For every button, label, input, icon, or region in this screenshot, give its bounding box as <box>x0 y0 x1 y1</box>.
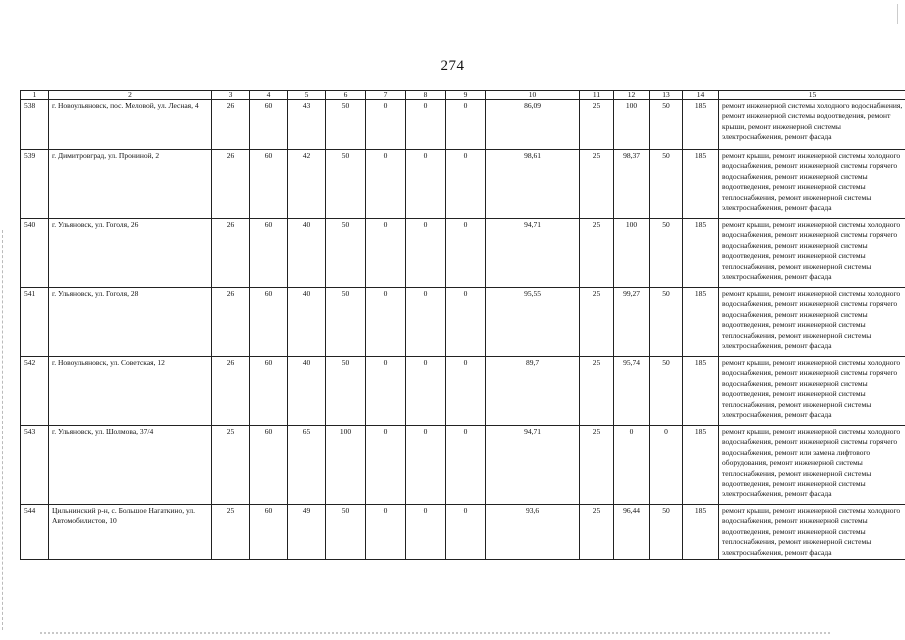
column-header: 15 <box>719 91 905 100</box>
table-row <box>21 219 905 288</box>
value-cell: 185 <box>683 100 719 150</box>
value-cell: 50 <box>650 505 683 560</box>
value-cell: 43 <box>288 100 326 150</box>
value-cell: 185 <box>683 288 719 357</box>
value-cell: 50 <box>326 357 366 426</box>
column-header: 5 <box>288 91 326 100</box>
value-cell: 40 <box>288 288 326 357</box>
value-cell: 0 <box>366 288 406 357</box>
value-cell: 25 <box>580 357 614 426</box>
works-cell: ремонт крыши, ремонт инженерной системы холодного водоснабжения, ремонт инженерной системы горячего водоснабжения, ремонт инженерной системы водоотведения, ремонт инженерной системы теплоснабжения, ремонт инженерной системы электроснабжения, ремонт фасада <box>719 357 905 426</box>
value-cell: 26 <box>212 219 250 288</box>
table-row <box>21 100 905 150</box>
value-cell: 40 <box>288 219 326 288</box>
value-cell: 0 <box>446 357 486 426</box>
column-header: 1 <box>21 91 49 100</box>
row-number: 539 <box>21 150 49 219</box>
value-cell: 60 <box>250 100 288 150</box>
value-cell: 0 <box>366 100 406 150</box>
value-cell: 0 <box>406 150 446 219</box>
value-cell: 98,37 <box>614 150 650 219</box>
value-cell: 100 <box>614 219 650 288</box>
column-header: 11 <box>580 91 614 100</box>
address-cell: г. Ульяновск, ул. Гоголя, 26 <box>49 219 212 288</box>
row-number: 540 <box>21 219 49 288</box>
value-cell: 94,71 <box>486 219 580 288</box>
value-cell: 89,7 <box>486 357 580 426</box>
works-cell: ремонт инженерной системы холодного водоснабжения, ремонт инженерной системы водоотведения, ремонт крыши, ремонт инженерной системы электроснабжения, ремонт фасада <box>719 100 905 150</box>
value-cell: 49 <box>288 505 326 560</box>
column-header: 13 <box>650 91 683 100</box>
scan-bottom-artifact <box>40 632 830 635</box>
value-cell: 25 <box>580 100 614 150</box>
address-cell: г. Новоульяновск, пос. Меловой, ул. Лесная, 4 <box>49 100 212 150</box>
value-cell: 0 <box>366 357 406 426</box>
value-cell: 0 <box>406 357 446 426</box>
value-cell: 0 <box>366 426 406 505</box>
value-cell: 100 <box>614 100 650 150</box>
value-cell: 0 <box>406 219 446 288</box>
column-header: 8 <box>406 91 446 100</box>
value-cell: 42 <box>288 150 326 219</box>
address-cell: г. Димитровград, ул. Прониной, 2 <box>49 150 212 219</box>
value-cell: 26 <box>212 100 250 150</box>
address-cell: Цильнинский р-н, с. Большое Нагаткино, ул. Автомобилистов, 10 <box>49 505 212 560</box>
table-row <box>21 357 905 426</box>
row-number: 541 <box>21 288 49 357</box>
value-cell: 25 <box>212 505 250 560</box>
value-cell: 60 <box>250 288 288 357</box>
value-cell: 0 <box>650 426 683 505</box>
value-cell: 96,44 <box>614 505 650 560</box>
column-header: 3 <box>212 91 250 100</box>
column-header: 7 <box>366 91 406 100</box>
value-cell: 26 <box>212 288 250 357</box>
value-cell: 50 <box>326 100 366 150</box>
value-cell: 50 <box>326 150 366 219</box>
value-cell: 50 <box>650 150 683 219</box>
table-row <box>21 426 905 505</box>
row-number: 542 <box>21 357 49 426</box>
value-cell: 50 <box>650 100 683 150</box>
value-cell: 25 <box>580 150 614 219</box>
value-cell: 0 <box>406 100 446 150</box>
value-cell: 0 <box>446 219 486 288</box>
address-cell: г. Ульяновск, ул. Шолмова, 37/4 <box>49 426 212 505</box>
value-cell: 25 <box>580 219 614 288</box>
address-cell: г. Ульяновск, ул. Гоголя, 28 <box>49 288 212 357</box>
value-cell: 0 <box>446 505 486 560</box>
value-cell: 0 <box>446 426 486 505</box>
value-cell: 25 <box>212 426 250 505</box>
value-cell: 25 <box>580 426 614 505</box>
value-cell: 25 <box>580 505 614 560</box>
value-cell: 0 <box>446 150 486 219</box>
header-row <box>21 91 905 100</box>
value-cell: 0 <box>406 288 446 357</box>
value-cell: 98,61 <box>486 150 580 219</box>
value-cell: 0 <box>406 426 446 505</box>
column-header: 10 <box>486 91 580 100</box>
row-number: 538 <box>21 100 49 150</box>
column-header: 14 <box>683 91 719 100</box>
value-cell: 0 <box>446 100 486 150</box>
value-cell: 26 <box>212 150 250 219</box>
column-header: 4 <box>250 91 288 100</box>
value-cell: 99,27 <box>614 288 650 357</box>
works-cell: ремонт крыши, ремонт инженерной системы холодного водоснабжения, ремонт инженерной системы водоотведения, ремонт инженерной системы теплоснабжения, ремонт инженерной системы электроснабжения, ремонт фасада <box>719 505 905 560</box>
column-header: 12 <box>614 91 650 100</box>
page-number: 274 <box>440 58 465 74</box>
value-cell: 0 <box>366 219 406 288</box>
column-header: 2 <box>49 91 212 100</box>
scan-margin-artifact <box>2 230 4 630</box>
value-cell: 50 <box>650 219 683 288</box>
value-cell: 50 <box>326 219 366 288</box>
value-cell: 185 <box>683 505 719 560</box>
value-cell: 94,71 <box>486 426 580 505</box>
value-cell: 40 <box>288 357 326 426</box>
value-cell: 0 <box>446 288 486 357</box>
repair-registry-table <box>20 90 905 560</box>
table-row <box>21 150 905 219</box>
value-cell: 95,55 <box>486 288 580 357</box>
value-cell: 86,09 <box>486 100 580 150</box>
value-cell: 50 <box>326 288 366 357</box>
value-cell: 0 <box>366 150 406 219</box>
value-cell: 60 <box>250 505 288 560</box>
value-cell: 0 <box>366 505 406 560</box>
works-cell: ремонт крыши, ремонт инженерной системы холодного водоснабжения, ремонт инженерной системы горячего водоснабжения, ремонт инженерной системы водоотведения, ремонт инженерной системы теплоснабжения, ремонт инженерной системы электроснабжения, ремонт фасада <box>719 288 905 357</box>
value-cell: 60 <box>250 426 288 505</box>
value-cell: 60 <box>250 219 288 288</box>
value-cell: 25 <box>580 288 614 357</box>
value-cell: 60 <box>250 150 288 219</box>
value-cell: 0 <box>406 505 446 560</box>
value-cell: 185 <box>683 219 719 288</box>
scan-corner-artifact <box>897 4 899 24</box>
works-cell: ремонт крыши, ремонт инженерной системы холодного водоснабжения, ремонт инженерной системы горячего водоснабжения, ремонт или замена лифтового оборудования, ремонт инженерной системы теплоснабжения, ремонт инженерной системы водоотведения, ремонт инженерной системы электроснабжения, ремонт фасада <box>719 426 905 505</box>
value-cell: 50 <box>650 288 683 357</box>
value-cell: 26 <box>212 357 250 426</box>
value-cell: 50 <box>326 505 366 560</box>
table-row <box>21 505 905 560</box>
row-number: 543 <box>21 426 49 505</box>
value-cell: 0 <box>614 426 650 505</box>
value-cell: 65 <box>288 426 326 505</box>
value-cell: 93,6 <box>486 505 580 560</box>
value-cell: 100 <box>326 426 366 505</box>
column-header: 9 <box>446 91 486 100</box>
works-cell: ремонт крыши, ремонт инженерной системы холодного водоснабжения, ремонт инженерной системы горячего водоснабжения, ремонт инженерной системы водоотведения, ремонт инженерной системы теплоснабжения, ремонт инженерной системы электроснабжения, ремонт фасада <box>719 219 905 288</box>
address-cell: г. Новоульяновск, ул. Советская, 12 <box>49 357 212 426</box>
value-cell: 185 <box>683 357 719 426</box>
value-cell: 185 <box>683 150 719 219</box>
value-cell: 95,74 <box>614 357 650 426</box>
works-cell: ремонт крыши, ремонт инженерной системы холодного водоснабжения, ремонт инженерной системы горячего водоснабжения, ремонт инженерной системы водоотведения, ремонт инженерной системы теплоснабжения, ремонт инженерной системы электроснабжения, ремонт фасада <box>719 150 905 219</box>
value-cell: 185 <box>683 426 719 505</box>
table-row <box>21 288 905 357</box>
value-cell: 60 <box>250 357 288 426</box>
row-number: 544 <box>21 505 49 560</box>
column-header: 6 <box>326 91 366 100</box>
value-cell: 50 <box>650 357 683 426</box>
